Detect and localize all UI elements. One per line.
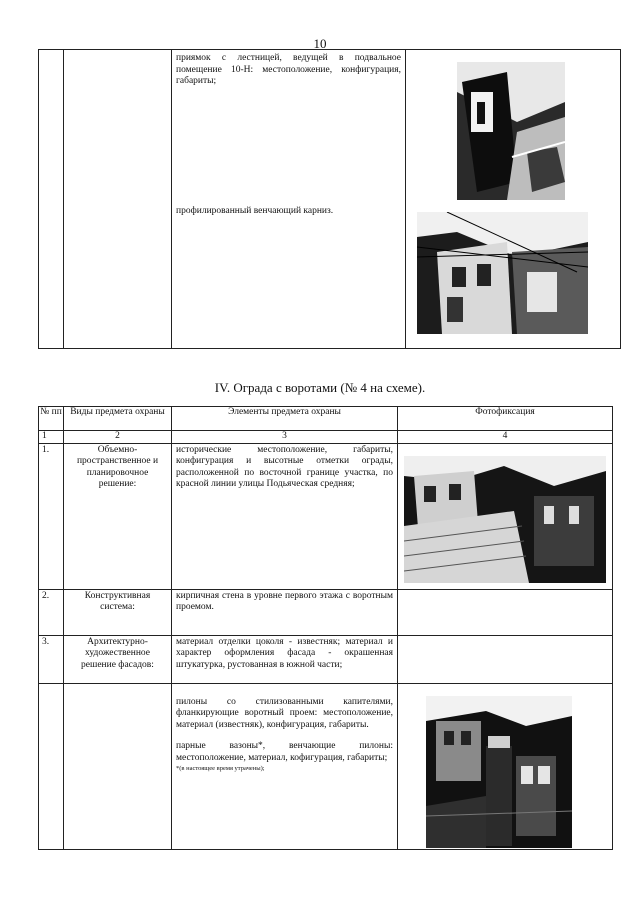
kind-cell: [64, 50, 172, 349]
column-number-row: [39, 431, 613, 444]
row-num: 3.: [39, 635, 64, 683]
photo-cell: [406, 50, 621, 349]
row-text-paragraph: материал отделки цоколя - известняк; материал и характер оформления фасада - окрашенная штукатурка, рустованная в южной части;: [176, 636, 393, 670]
col-number: 4: [398, 431, 613, 444]
header-photo: Фотофиксация: [398, 407, 613, 431]
pylons-text: пилоны со стилизованными капителями, фланкирующие воротный проем: местоположение, материал (известняк), конфигурация, габариты.: [176, 696, 393, 730]
photo-cell: [398, 443, 613, 589]
num-cell: [39, 50, 64, 349]
col-number: 2: [64, 431, 172, 444]
col-number: 1: [39, 431, 64, 444]
row-num: 1.: [39, 443, 64, 589]
cornice-text: профилированный венчающий карниз.: [176, 205, 334, 216]
table-row: [39, 443, 613, 589]
photo-cell: [398, 683, 613, 849]
pit-stair-text: приямок с лестницей, ведущей в подвальное помещение 10-Н: местоположение, конфигурация, габариты;: [176, 53, 401, 86]
row-text: [172, 683, 398, 849]
row-kind: Конструктивная система:: [64, 589, 172, 635]
lost-note: *(в настоящее время утрачены);: [176, 765, 265, 772]
row-num: 2.: [39, 589, 64, 635]
photo-gate-pylons: [426, 696, 572, 848]
photo-fence-wall: [404, 456, 606, 583]
photo-cell: [398, 635, 613, 683]
row-text: [172, 635, 398, 683]
row-kind: Объемно-пространственное и планировочное решение:: [64, 443, 172, 589]
table-row: [39, 589, 613, 635]
table-row: [39, 683, 613, 849]
header-kind: Виды предмета охраны: [64, 407, 172, 431]
row-text-paragraph: кирпичная стена в уровне первого этажа с воротным проемом.: [176, 590, 393, 612]
header-elements: Элементы предмета охраны: [172, 407, 398, 431]
row-kind: Архитектурно-художественное решение фасадов:: [64, 635, 172, 683]
row-num: [39, 683, 64, 849]
continuation-table: [38, 49, 621, 349]
header-num: № пп: [39, 407, 64, 431]
photo-basement-pit: [457, 62, 565, 200]
table-row: [39, 635, 613, 683]
page-number: 10: [313, 36, 327, 51]
protection-elements-table: [38, 406, 613, 850]
row-text-paragraph: исторические местоположение, габариты, конфигурация и высотные отметки ограды, расположенной по восточной границе участка, по красной линии улицы Подьяческая средняя;: [176, 444, 393, 489]
elements-cell: [172, 50, 406, 349]
vases-text: парные вазоны*, венчающие пилоны: местоположение, материал, кофигурация, габариты;: [176, 741, 393, 763]
row-text: [172, 443, 398, 589]
table-header-row: [39, 407, 613, 431]
section-title: IV. Ограда с воротами (№ 4 на схеме).: [214, 380, 426, 395]
row-text: [172, 589, 398, 635]
photo-cell: [398, 589, 613, 635]
row-kind: [64, 683, 172, 849]
col-number: 3: [172, 431, 398, 444]
photo-cornice: [417, 212, 588, 334]
